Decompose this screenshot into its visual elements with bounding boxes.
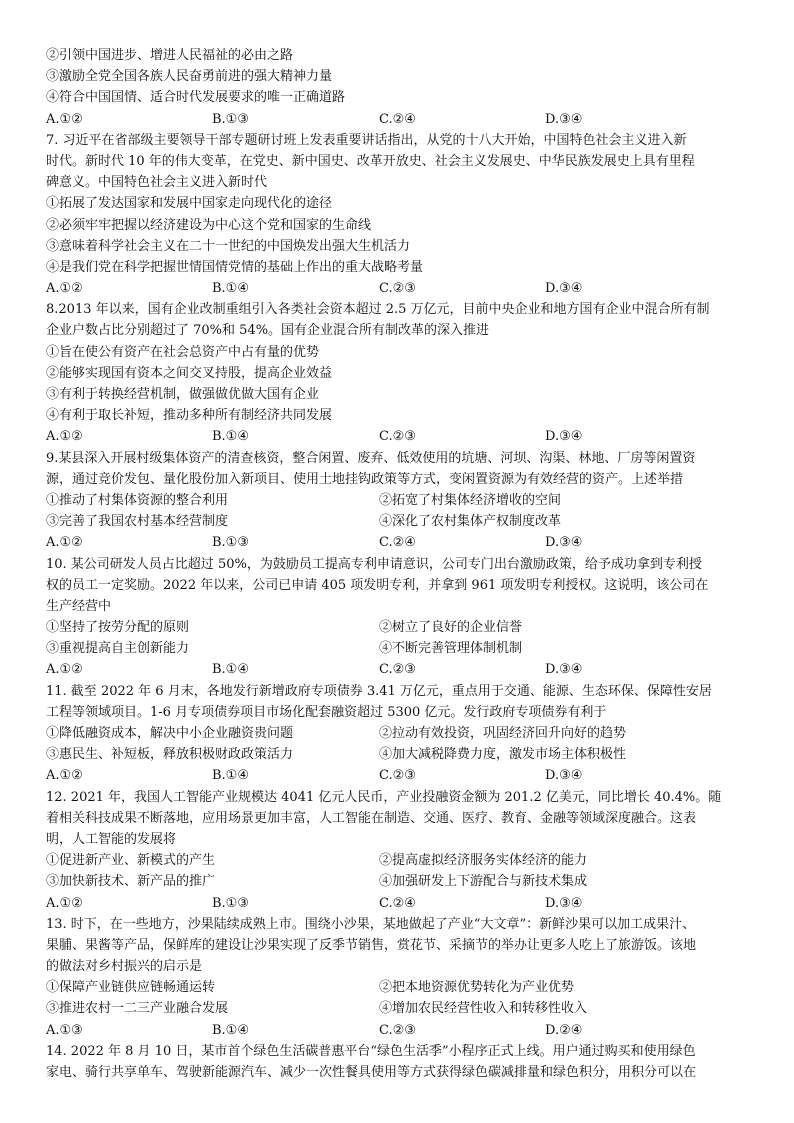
q7-choice-d: D.③④ <box>545 281 583 297</box>
q6-option-2: ②引领中国进步、增进人民福祉的必由之路 <box>46 48 294 63</box>
q10-choice-c: C.②③ <box>379 662 416 678</box>
q9-stem-line: 9.某县深入开展村级集体资产的清查核资，整合闲置、废弃、低效使用的坑塘、河坝、沟渠、林地、厂房等闲置资 <box>46 450 696 466</box>
q9-choice-b: B.①③ <box>212 535 249 551</box>
q10-choices <box>46 659 758 680</box>
q13-stem-line: 果脯、果酱等产品，保鲜库的建设让沙果实现了反季节销售，赏花节、采摘节的举办让更多人吃上了旅游饭。该地 <box>46 937 697 953</box>
q10-option-4: ④不断完善管理体制机制 <box>379 641 523 657</box>
q11-choices <box>46 765 758 786</box>
q9-option-2: ②拓宽了村集体经济增收的空间 <box>379 492 562 508</box>
q7-choice-a: A.①② <box>46 281 83 297</box>
q9-choices <box>46 532 758 553</box>
q9-choice-a: A.①② <box>46 535 83 551</box>
q7-choice-c: C.②③ <box>379 281 416 297</box>
q8-option-1: ①旨在使公有资产在社会总资产中占有量的优势 <box>46 344 320 360</box>
q11-stem-line: 11. 截至 2022 年 6 月末，各地发行新增政府专项债券 3.41 万亿元，重点用于交通、能源、生态环保、保障性安居 <box>46 683 712 699</box>
q13-stem-line: 的做法对乡村振兴的启示是 <box>46 959 203 975</box>
q10-choice-b: B.①④ <box>212 662 249 678</box>
q13-stem-line: 13. 时下，在一些地方，沙果陆续成熟上市。围绕小沙果，某地做起了产业“大文章”：新鲜沙果可以加工成果汁、 <box>46 916 696 932</box>
q7-option-4: ④是我们党在科学把握世情国情党情的基础上作出的重大战略考量 <box>46 259 424 275</box>
q12-options-row <box>46 871 758 892</box>
q10-options-row <box>46 617 758 638</box>
q11-option-3: ③惠民生、补短板，释放积极财政政策活力 <box>46 747 294 763</box>
q7-option-2: ②必须牢牢把握以经济建设为中心这个党和国家的生命线 <box>46 217 372 233</box>
q13-option-4: ④增加农民经营性收入和转移性收入 <box>379 1001 588 1017</box>
q7-stem-line: 时代。新时代 10 年的伟大变革，在党史、新中国史、改革开放史、社会主义发展史、中华民族发展史上具有里程 <box>46 153 695 169</box>
q9-option-4: ④深化了农村集体产权制度改革 <box>379 514 562 530</box>
q10-stem-line: 权的员工一定奖励。2022 年以来，公司已申请 405 项发明专利，并拿到 961 项发明专利授权。这说明，该公司在 <box>46 577 709 593</box>
q10-choice-d: D.③④ <box>545 662 583 678</box>
q12-choice-d: D.③④ <box>545 895 583 911</box>
q8-option-3: ③有利于转换经营机制，做强做优做大国有企业 <box>46 387 320 402</box>
q12-choice-b: B.①③ <box>212 895 249 911</box>
q9-stem-line: 源，通过竞价发包、量化股份加入新项目、使用土地挂钩政策等方式，变闲置资源为有效经营的资产。上述举措 <box>46 471 684 487</box>
q9-options-row <box>46 511 758 532</box>
q10-option-1: ①坚持了按劳分配的原则 <box>46 620 190 636</box>
q8-choice-d: D.③④ <box>545 429 583 445</box>
q8-stem-line: 8.2013 年以来，国有企业改制重组引入各类社会资本超过 2.5 万亿元，目前中央企业和地方国有企业中混合所有制 <box>46 302 710 318</box>
q7-stem-line: 7. 习近平在省部级主要领导干部专题研讨班上发表重要讲话指出，从党的十八大开始，中国特色社会主义进入新 <box>46 132 687 148</box>
q7-stem-line: 碑意义。中国特色社会主义进入新时代 <box>46 175 268 191</box>
q12-option-2: ②提高虚拟经济服务实体经济的能力 <box>379 853 588 869</box>
q7-choice-b: B.①④ <box>212 281 249 297</box>
q12-options-row <box>46 850 758 871</box>
q13-options-row <box>46 998 758 1019</box>
q9-choice-c: C.②④ <box>379 535 416 551</box>
q13-options-row <box>46 977 758 998</box>
q11-choice-b: B.①④ <box>212 768 249 784</box>
q13-choice-d: D.②④ <box>545 1022 583 1038</box>
q10-choice-a: A.①② <box>46 662 83 678</box>
q10-stem-line: 生产经营中 <box>46 598 112 614</box>
q9-option-3: ③完善了我国农村基本经营制度 <box>46 514 229 530</box>
q8-option-4: ④有利于取长补短，推动多种所有制经济共同发展 <box>46 408 333 424</box>
q9-choice-d: D.③④ <box>545 535 583 551</box>
q11-option-2: ②拉动有效投资，巩固经济回升向好的趋势 <box>379 726 627 741</box>
q6-choice-b: B.①③ <box>212 111 249 127</box>
q12-choices <box>46 893 758 914</box>
q12-choice-c: C.②④ <box>379 895 416 911</box>
q13-option-3: ③推进农村一二三产业融合发展 <box>46 1001 229 1017</box>
q14-stem-line: 家电、骑行共享单车、驾驶新能源汽车、减少一次性餐具使用等方式获得绿色碳减排量和绿色积分，用积分可以在 <box>46 1065 697 1080</box>
q8-choice-b: B.①④ <box>212 429 249 445</box>
q6-choice-a: A.①② <box>46 111 83 127</box>
q9-options-row <box>46 490 758 511</box>
q6-choices <box>46 109 758 130</box>
q12-option-1: ①促进新产业、新模式的产生 <box>46 853 216 869</box>
q12-option-4: ④加强研发上下游配合与新技术集成 <box>379 874 588 890</box>
q6-option-4: ④符合中国国情、适合时代发展要求的唯一正确道路 <box>46 90 346 106</box>
q8-choices <box>46 426 758 447</box>
q13-option-1: ①保障产业链供应链畅通运转 <box>46 980 216 996</box>
q7-option-1: ①拓展了发达国家和发展中国家走向现代化的途径 <box>46 196 333 212</box>
q9-option-1: ①推动了村集体资源的整合利用 <box>46 492 229 508</box>
q8-choice-c: C.②③ <box>379 429 416 445</box>
q12-choice-a: A.①② <box>46 895 83 911</box>
q11-choice-c: C.②③ <box>379 768 416 784</box>
q14-stem-line: 14. 2022 年 8 月 10 日，某市首个绿色生活碳普惠平台“绿色生活季”小程序正式上线。用户通过购买和使用绿色 <box>46 1043 696 1059</box>
q8-stem-line: 企业户数占比分别超过了 70%和 54%。国有企业混合所有制改革的深入推进 <box>46 323 490 339</box>
q6-choice-d: D.③④ <box>545 111 583 127</box>
q10-stem-line: 10. 某公司研发人员占比超过 50%，为鼓励员工提高专利申请意识，公司专门出台激励政策，给予成功拿到专利授 <box>46 556 702 572</box>
q11-choice-a: A.①② <box>46 768 83 784</box>
q10-options-row <box>46 638 758 659</box>
q6-option-3: ③激励全党全国各族人民奋勇前进的强大精神力量 <box>46 69 333 85</box>
q10-option-2: ②树立了良好的企业信誉 <box>379 620 523 636</box>
q13-choice-b: B.①④ <box>212 1022 249 1038</box>
q6-choice-c: C.②④ <box>379 111 416 127</box>
q8-choice-a: A.①② <box>46 429 83 445</box>
q11-options-row <box>46 723 758 744</box>
q12-stem-line: 明，人工智能的发展将 <box>46 831 177 847</box>
q7-option-3: ③意味着科学社会主义在二十一世纪的中国焕发出强大生机活力 <box>46 238 411 254</box>
q8-option-2: ②能够实现国有资本之间交叉持股，提高企业效益 <box>46 365 333 381</box>
q12-stem-line: 12. 2021 年，我国人工智能产业规模达 4041 亿元人民币，产业投融资金额为 201.2 亿美元，同比增长 40.4%。随 <box>46 789 722 805</box>
q11-choice-d: D.③④ <box>545 768 583 784</box>
q11-option-1: ①降低融资成本，解决中小企业融资贵问题 <box>46 726 294 741</box>
q10-option-3: ③重视提高自主创新能力 <box>46 641 190 657</box>
q12-stem-line: 着相关科技成果不断落地，应用场景更加丰富，人工智能在制造、交通、医疗、教育、金融等领域深度融合。这表 <box>46 810 697 826</box>
q11-stem-line: 工程等领域项目。1-6 月专项债券项目市场化配套融资超过 5300 亿元。发行政府专项债券有利于 <box>46 704 607 720</box>
exam-page <box>46 45 758 1083</box>
q13-choice-c: C.②③ <box>379 1022 416 1038</box>
q11-option-4: ④加大减税降费力度，激发市场主体积极性 <box>379 747 627 763</box>
q13-choice-a: A.①③ <box>46 1022 83 1038</box>
q11-options-row <box>46 744 758 765</box>
q12-option-3: ③加快新技术、新产品的推广 <box>46 874 216 890</box>
q13-choices <box>46 1020 758 1041</box>
q7-choices <box>46 278 758 299</box>
q13-option-2: ②把本地资源优势转化为产业优势 <box>379 980 575 996</box>
